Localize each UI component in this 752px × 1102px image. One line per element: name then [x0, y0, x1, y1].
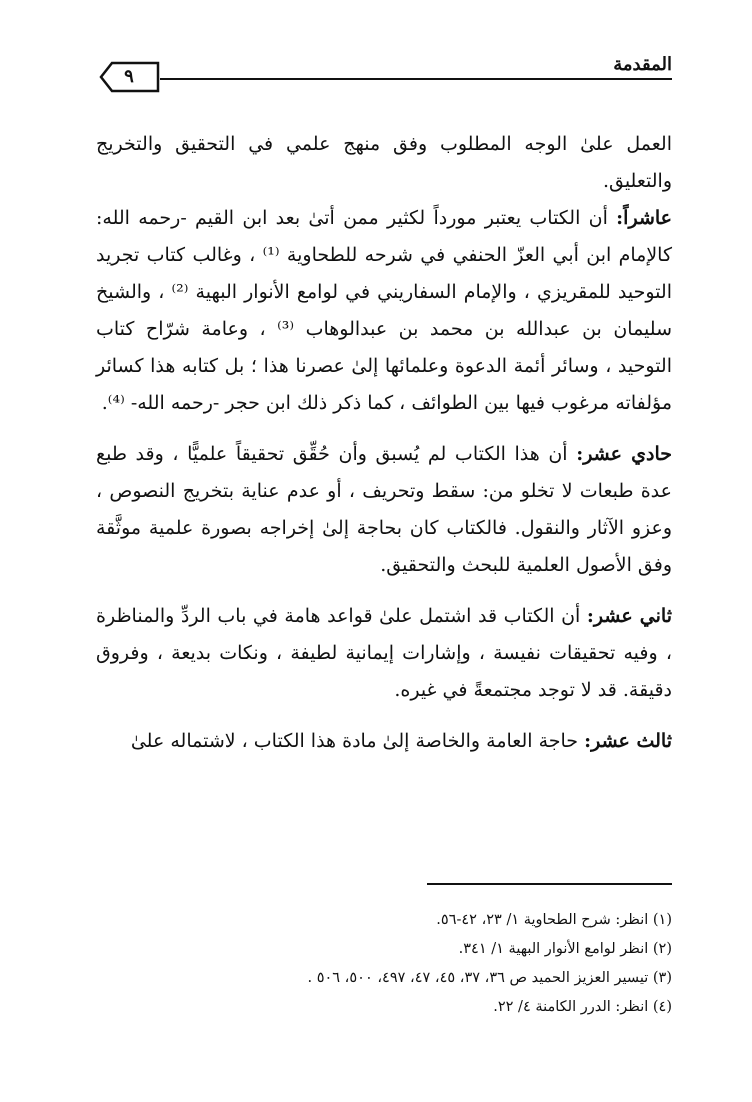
paragraph-eleventh: [96, 436, 672, 584]
paragraph-text: أن هذا الكتاب لم يُسبق وأن حُقِّق تحقيقاً علميًّا ، وقد طبع عدة طبعات لا تخلو من: سقط وتحريف ، أو عدم عناية بتخريج النصوص ، وعزو الآثار والنقول. فالكتاب كان بحاجة إلىٰ إخراجه بصورة علمية موثَّقة وفق الأصول العلمية للبحث والتحقيق.: [96, 443, 672, 576]
paragraph-tenth: [96, 200, 672, 422]
footnote: (٢) انظر لوامع الأنوار البهية ١/ ٣٤١.: [458, 941, 672, 957]
footnote: (٣) تيسير العزيز الحميد ص ٣٦، ٣٧، ٤٥، ٤٧، ٤٩٧، ٥٠٠، ٥٠٦ .: [307, 970, 672, 986]
paragraph-lead: ثالث عشر:: [584, 730, 672, 752]
paragraph-thirteenth: [96, 723, 672, 760]
paragraph-text: حاجة العامة والخاصة إلىٰ مادة هذا الكتاب ، لاشتماله علىٰ: [130, 730, 585, 752]
paragraph-lead: عاشراً:: [616, 207, 672, 229]
paragraph-lead: ثاني عشر:: [586, 605, 672, 627]
paragraph-twelfth: [96, 598, 672, 709]
paragraph-lead: حادي عشر:: [576, 443, 673, 465]
footnotes: [96, 906, 672, 1022]
footnote: (١) انظر: شرح الطحاوية ١/ ٢٣، ٤٢-٥٦.: [436, 912, 672, 928]
header-rule: [160, 78, 672, 80]
chapter-title: المقدمة: [613, 54, 672, 75]
paragraph-text: أن الكتاب يعتبر مورداً لكثير ممن أتىٰ بعد ابن القيم -رحمه الله: كالإمام ابن أبي العزّ الحنفي في شرحه للطحاوية ⁽¹⁾ ، وغالب كتاب تجريد التوحيد للمقريزي ، والإمام السفاريني في لوامع الأنوار البهية ⁽²⁾ ، والشيخ سليمان بن عبدالله بن محمد بن عبدالوهاب ⁽³⁾ ، وعامة شرّاح كتاب التوحيد ، وسائر أئمة الدعوة وعلمائها إلىٰ عصرنا هذا ؛ بل كتابه هذا كسائر مؤلفاته مرغوب فيها بين الطوائف ، كما ذكر ذلك ابن حجر -رحمه الله- ⁽⁴⁾.: [96, 207, 673, 414]
page-number-box: [98, 60, 160, 94]
body-text: [96, 126, 672, 760]
page-number: ٩: [124, 66, 134, 87]
paragraph-continuation: [96, 126, 672, 200]
paragraph-text: العمل علىٰ الوجه المطلوب وفق منهج علمي في التحقيق والتخريج والتعليق.: [96, 133, 672, 192]
paragraph-text: أن الكتاب قد اشتمل علىٰ قواعد هامة في باب الردِّ والمناظرة ، وفيه تحقيقات نفيسة ، وإشارات إيمانية لطيفة ، ونكات بديعة ، وفروق دقيقة. قد لا توجد مجتمعةً في غيره.: [96, 605, 672, 701]
page-header: [98, 52, 672, 100]
footnotes-separator: [427, 883, 672, 885]
footnote: (٤) انظر: الدرر الكامنة ٤/ ٢٢.: [493, 999, 672, 1015]
